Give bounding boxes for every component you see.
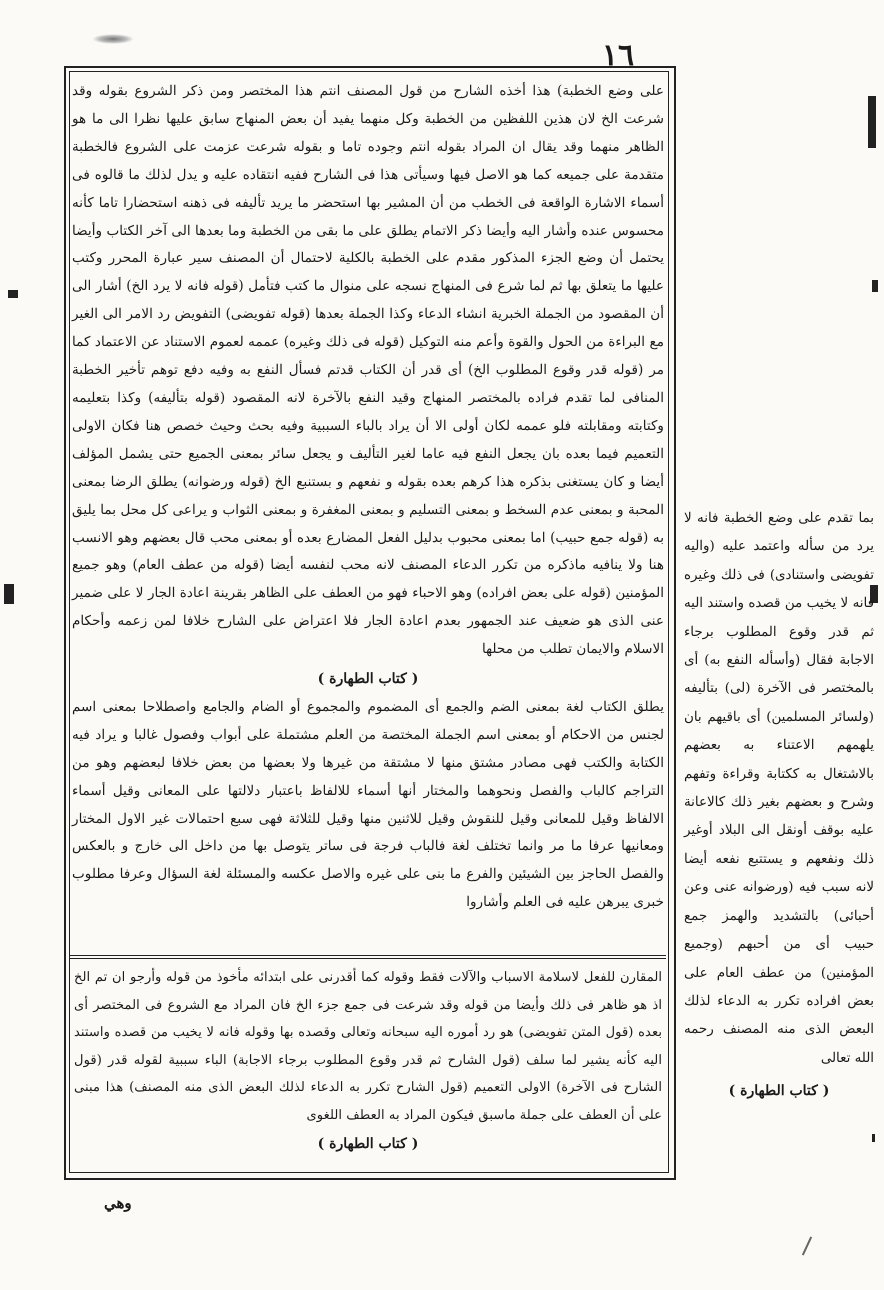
right-edge-mark xyxy=(868,96,876,148)
margin-text xyxy=(684,505,874,1100)
left-edge-mark xyxy=(4,584,14,604)
lower-paragraph: المقارن للفعل لاسلامة الاسباب والآلات فقط وقوله كما أقدرنى على ابتدائه مأخوذ من قوله وأرجو ان تم الخ اذ هو ظاهر فى ذلك وأيضا من قوله وقد شرعت فى جمع جزء الخ فان المراد مع الشروع فى المختصر أى بعده (قول المتن تفويضى) هو رد أموره اليه سبحانه وتعالى وقصده بها وقوله فانه لا يخيب من قصده واستند اليه كأنه يشير لما سلف (قول الشارح ثم قدر وقوع المطلوب برجاء الاجابة) الباء سببية لقوله قدر (قول الشارح فى الآخرة) الاولى التعميم (قول الشارح تكرر به الدعاء لذلك البعض الذى منه المصنف) هذا مبنى على أن العطف على جملة ماسبق فيكون المراد به العطف اللغوى xyxy=(74,970,662,1123)
main-commentary xyxy=(72,78,664,948)
lower-commentary xyxy=(74,964,662,1172)
left-edge-mark xyxy=(8,290,18,298)
margin-section-heading: ( كتاب الطهارة ) xyxy=(728,1083,830,1100)
stray-mark xyxy=(802,1237,812,1256)
main-paragraph: على وضع الخطبة) هذا أخذه الشارح من قول المصنف انتم هذا المختصر ومن ذكر الشروع بقوله وقد شرعت الخ لان هذين اللفظين من الخطبة وكل منهما يفيد أن بعض المنهاج سابق عليها نظرا الى ما هو الظاهر منهما وقد يقال ان المراد بقوله انتم وجوده تاما و بقوله شرعت عزمت على الشروع فالخطبة متقدمة على جميعه كما هو الاصل فيها وسيأتى هذا فى الشارح ففيه انتقاده عليه و يدل لذلك ما قالوه فى أسماء الاشارة الواقعة فى الخطب من أن المشير بها استحضر ما يريد تأليفه فى ذهنه استحضارا تاما كأنه محسوس عنده وأشار اليه وأيضا ذكر الاتمام يطلق على ما بقى من الخطبة وما بعدها الى آخر الكتاب وأيضا يحتمل أن وضع الجزء المذكور مقدم على الخطبة بالكلية لاحتمال أن المصنف سير عبارة المحرر وكتب عليها ما يتعلق بها ثم لما شرع فى المنهاج نسجه على منوال ما كتب فتأمل (قوله فانه لا يرد الخ) أشار الى أن المقصود من الجملة الخبرية انشاء الدعاء وكذا الجملة بعدها (قوله تفويضى) التفويض رد الامر الى الغير مع البراءة من الحول والقوة وأعم منه التوكيل (قوله فى ذلك وغيره) عممه لعموم الاستناد عن الاعتماد كما مر (قوله قدر وقوع المطلوب الخ) أى قدر أن الكتاب قدتم فسأل النفع به وفيه دفع توهم تأخير الخطبة المنافى لما تقدم فراده بالمختصر المنهاج وقيد النفع بالآخرة لانه المقصود (قوله بتأليفه) وكذا بتعليمه وكتابته ومقابلته فلو عممه لكان أولى الا أن يراد بالباء السببية وفيه بحث وحيث خصص هنا فكان الاولى التعميم فيما بعده بان يجعل النفع فيه عاما لغير التأليف و يجعل سائر بمعنى الجميع حتى يشمل المؤلف أيضا و كان يستغنى بذكره هذا كرهم بعده بقوله و نفعهم و بستنبع الخ (قوله ورضوانه) يطلق الرضا بمعنى المحبة و بمعنى عدم السخط و بمعنى التسليم و بمعنى المغفرة و بمعنى الثواب و يراعى كل محل بما يليق به (قوله جمع حبيب) اما بمعنى محبوب بدليل الفعل المضارع بعده أو بمعنى محب قال بعضهم وهو الانسب هنا ولا ينافيه ماذكره من تكرر الدعاء المصنف لانه محب لنفسه أيضا (قوله من عطف العام) وهو جميع المؤمنين (قوله على بعض افراده) وهو الاحباء فهو من العطف على الظاهر بقرينة اعادة الجار لا على ضمير عنى الذى هو ضعيف عند الجمهور بعدم اعادة الجار فلا اعتراض على الشارح خلافا لمن زعمه وأحكام الاسلام والايمان تطلب من محلها xyxy=(72,83,664,658)
section-heading: ( كتاب الطهارة ) xyxy=(317,1136,419,1152)
main-paragraph: يطلق الكتاب لغة بمعنى الضم والجمع أى المضموم والمجموع أو الضام والجامع واصطلاحا بمعنى اسم لجنس من الاحكام أو بمعنى اسم الجملة المختصة من العلم مشتملة على أبواب وفصول غالبا و يراد فيه الكتابة والكتب فهى مصادر مشتق منها لا مشتقة من غيرها ولا بعضها من بعض خلافا لبعضهم وهو من التراجم كالباب والفصل ونحوهما والمختار أنها أسماء للالفاظ باعتبار دلالتها على المعانى وقيل أسماء الالفاظ وقيل للمعانى وقيل للنقوش وقيل للاثنين منها وقيل للثلاثة فهى سبع احتمالات غير الاول المختار ومعانيها عرفا ما مر وانما تختلف لغة فالباب فرجة فى ساتر يتوصل بها من داخل الى خارج و بالعكس والفصل الحاجز بين الشيئين والفرع ما بنى على غيره والاصل عكسه والمسئلة لغة السؤال وعرفا مطلوب خبرى يبرهن عليه فى العلم وأشاروا xyxy=(72,698,664,911)
margin-paragraph: بما تقدم على وضع الخطبة فانه لا يرد من سأله واعتمد عليه (واليه تفويضى واستنادى) فى ذلك وغيره فانه لا يخيب من قصده واستند اليه ثم قدر وقوع المطلوب برجاء الاجابة فقال (وأسأله النفع به) أى بالمختصر فى الآخرة (لى) بتأليفه (ولسائر المسلمين) أى باقيهم بان يلهمهم الاعتناء به بعضهم بالاشتغال به ككتابة وقراءة وتفهم وشرح و بعضهم بغير ذلك كالاعانة عليه بوقف أونقل الى البلاد أوغير ذلك ونفعهم و يستتبع نفعه أيضا لانه سبب فيه (ورضوانه عنى وعن أحبائى) بالتشديد والهمز جمع حبيب أى من أحبهم (وجميع المؤمنين) من عطف العام على بعض افراده تكرر به الدعاء لذلك البعض الذى منه المصنف رحمه الله تعالى xyxy=(684,511,874,1066)
section-heading: ( كتاب الطهارة ) xyxy=(317,671,419,688)
catchword: وهي xyxy=(104,1194,132,1212)
page-number: ١٦ xyxy=(601,38,635,73)
ink-smudge xyxy=(92,34,134,44)
right-edge-mark xyxy=(872,1134,875,1142)
right-edge-mark xyxy=(872,280,878,292)
divider-rule xyxy=(70,958,666,959)
divider-rule xyxy=(70,955,666,956)
